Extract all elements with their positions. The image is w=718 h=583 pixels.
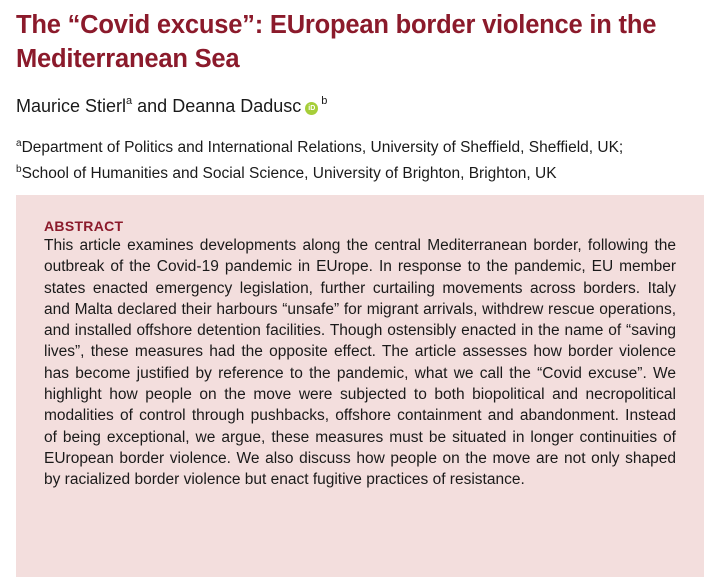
author-line [16, 88, 327, 119]
author-affiliation-marker: b [321, 95, 328, 107]
article-title: The “Covid excuse”: EUropean border violence in the Mediterranean Sea [16, 11, 657, 73]
abstract-text: This article examines developments along the central Mediterranean border, following the outbreak of the Covid-19 pandemic in EUrope. In response to the pandemic, EU member states enacted emergency legislation, further curtailing movements across borders. Italy and Malta declared their harbours “unsafe” for migrant arrivals, withdrew rescue operations, and installed offshore detention facilities. Though ostensibly enacted in the name of “saving lives”, these measures had the opposite effect. The article assesses how border violence has become justified by reference to the pandemic, what we call the “Covid excuse”. We highlight how people on the move were subjected to both biopolitical and necropolitical modalities of control through pushbacks, offshore containment and abandonment. Instead of being exceptional, we argue, these measures must be situated in longer continuities of EUropean border violence. We also discuss how people on the move are not only shaped by racialized border violence but enact fugitive practices of resistance. [44, 237, 676, 489]
affiliation-item [16, 159, 623, 185]
affiliation-marker: b [16, 164, 22, 175]
affiliation-item [16, 133, 623, 159]
orcid-icon[interactable]: iD [305, 102, 318, 115]
abstract-box [16, 195, 704, 577]
author-conjunction: and [132, 96, 173, 116]
affiliation-text: Department of Politics and International Relations, University of Sheffield, Sheffield, UK; [21, 139, 624, 156]
affiliation-marker: a [16, 138, 22, 149]
author-affiliation-marker: a [126, 95, 133, 107]
affiliation-text: School of Humanities and Social Science, University of Brighton, Brighton, UK [21, 165, 557, 182]
author-name[interactable]: Maurice Stierl [16, 96, 127, 116]
affiliations [16, 133, 623, 185]
abstract-heading: ABSTRACT [44, 218, 124, 234]
author-name[interactable]: Deanna Dadusc [172, 96, 302, 116]
